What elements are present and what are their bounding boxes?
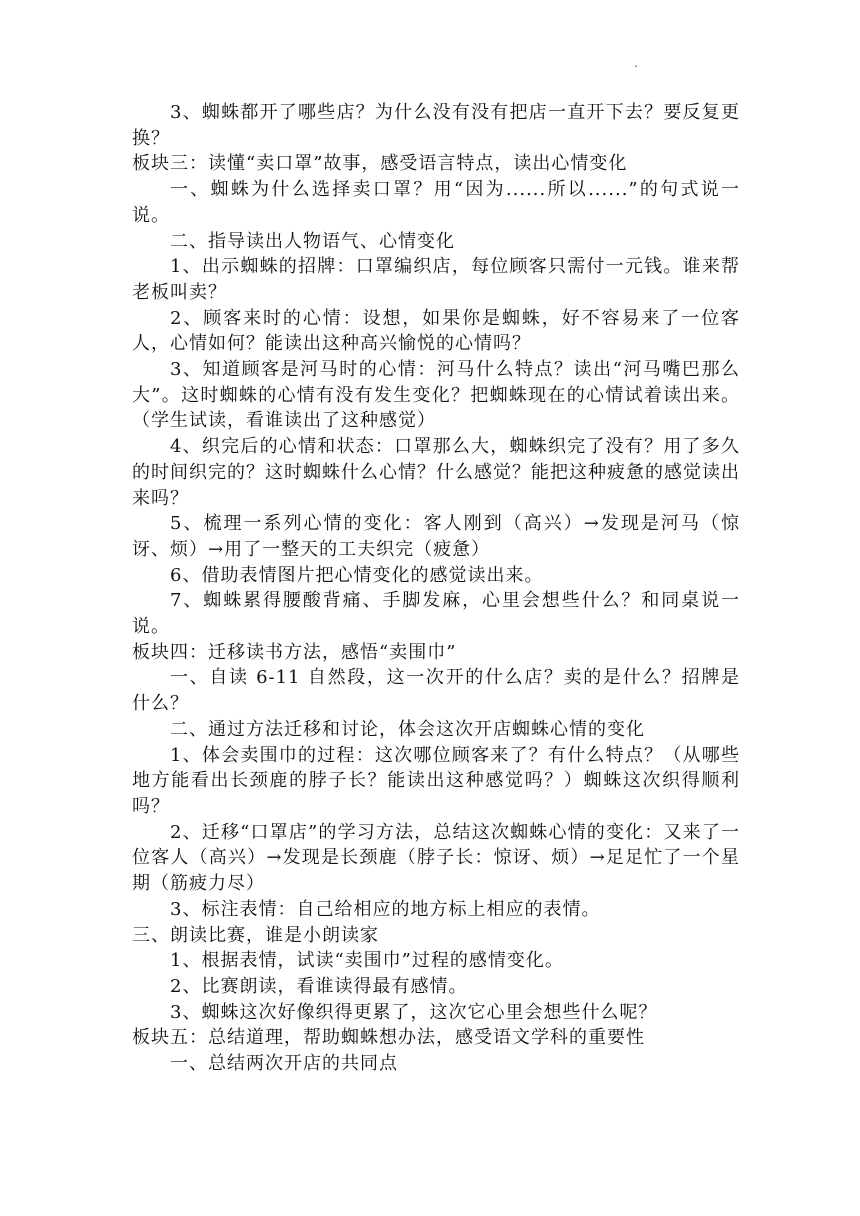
paragraph: 3、蜘蛛这次好像织得更累了，这次它心里会想些什么呢？ — [170, 1001, 658, 1023]
paragraph: 二、通过方法迁移和讨论，体会这次开店蜘蛛心情的变化 — [170, 718, 645, 740]
paragraph: 1、体会卖围巾的过程：这次哪位顾客来了？有什么特点？（从哪些地方能看出长颈鹿的脖子长？能读出这种感觉吗？）蜘蛛这次织得顺利吗？ — [132, 744, 740, 817]
paragraph: 4、织完后的心情和状态：口罩那么大，蜘蛛织完了没有？用了多久的时间织完的？这时蜘蛛什么心情？什么感觉？能把这种疲惫的感觉读出来吗？ — [132, 436, 740, 509]
section-heading: 板块四：迁移读书方法，感悟“卖围巾” — [132, 641, 457, 663]
paragraph: 3、蜘蛛都开了哪些店？为什么没有没有把店一直开下去？要反复更换？ — [132, 102, 740, 149]
paragraph: 3、标注表情：自己给相应的地方标上相应的表情。 — [170, 898, 601, 920]
paragraph: 一、蜘蛛为什么选择卖口罩？用“因为......所以......”的句式说一说。 — [132, 179, 740, 226]
document-body — [132, 100, 740, 1077]
paragraph: 5、梳理一系列心情的变化：客人刚到（高兴）→发现是河马（惊讶、烦）→用了一整天的工夫织完（疲惫） — [132, 513, 740, 560]
paragraph: 1、根据表情，试读“卖围巾”过程的感情变化。 — [170, 950, 564, 972]
paragraph: 3、知道顾客是河马时的心情：河马什么特点？读出“河马嘴巴那么大”。这时蜘蛛的心情有没有发生变化？把蜘蛛现在的心情试着读出来。（学生试读，看谁读出了这种感觉） — [132, 359, 740, 432]
paragraph: 6、借助表情图片把心情变化的感觉读出来。 — [170, 564, 544, 586]
section-heading: 三、朗读比赛，谁是小朗读家 — [132, 924, 379, 946]
section-heading: 板块五：总结道理，帮助蜘蛛想办法，感受语文学科的重要性 — [132, 1027, 645, 1049]
paragraph: 一、自读 6-11 自然段，这一次开的什么店？卖的是什么？招牌是什么？ — [132, 667, 740, 715]
paragraph: 一、总结两次开店的共同点 — [170, 1053, 398, 1075]
paragraph: 2、迁移“口罩店”的学习方法，总结这次蜘蛛心情的变化：又来了一位客人（高兴）→发现是长颈鹿（脖子长：惊讶、烦）→足足忙了一个星期（筋疲力尽） — [132, 821, 740, 895]
paragraph: 1、出示蜘蛛的招牌：口罩编织店，每位顾客只需付一元钱。谁来帮老板叫卖？ — [132, 256, 740, 303]
paragraph: 2、顾客来时的心情：设想，如果你是蜘蛛，好不容易来了一位客人，心情如何？能读出这种高兴愉悦的心情吗？ — [132, 307, 740, 355]
paragraph: 7、蜘蛛累得腰酸背痛、手脚发麻，心里会想些什么？和同桌说一说。 — [132, 590, 740, 638]
section-heading: 板块三：读懂“卖口罩”故事，感受语言特点，读出心情变化 — [132, 153, 628, 175]
page-mark: . — [634, 56, 638, 70]
paragraph: 2、比赛朗读，看谁读得最有感情。 — [170, 975, 468, 997]
paragraph: 二、指导读出人物语气、心情变化 — [170, 230, 455, 252]
